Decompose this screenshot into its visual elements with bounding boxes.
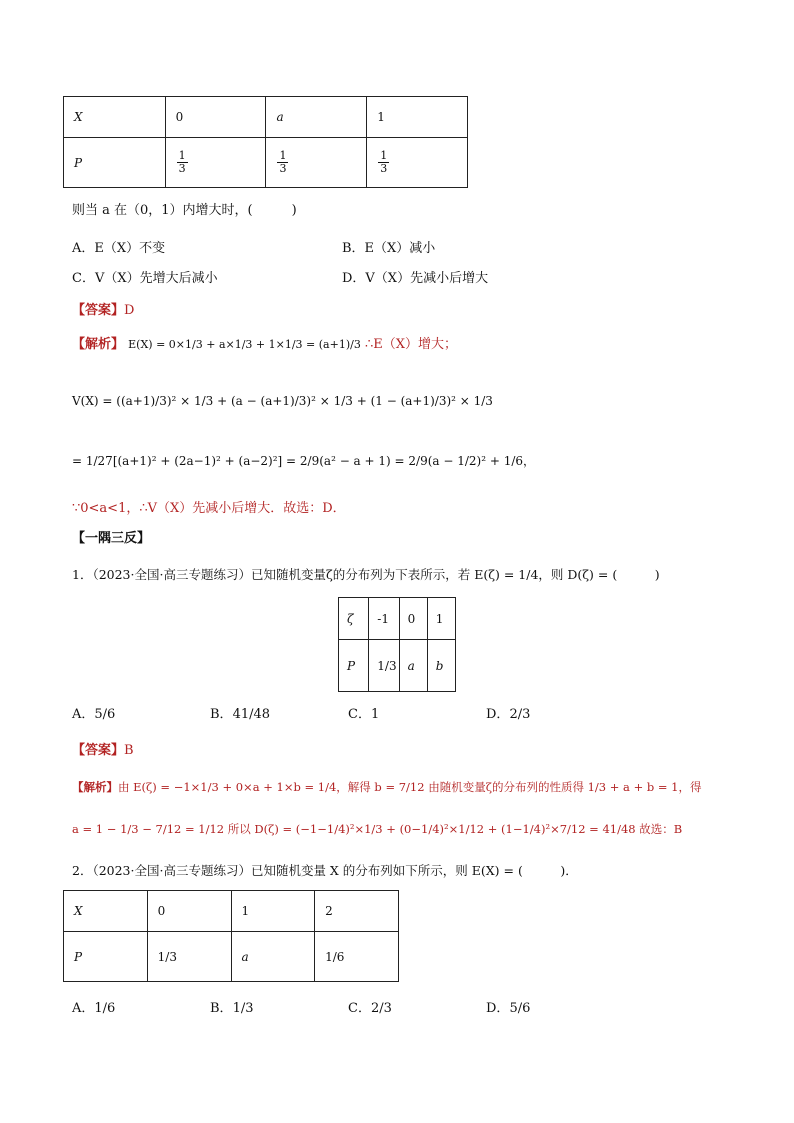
p1-option-a: A．5/6 — [72, 707, 116, 722]
table1-prob-cell: $\frac{1}{3}$ — [266, 138, 367, 188]
problem-1-stem: 1．（2023·全国·高三专题练习）已知随机变量ζ的分布列为下表所示，若 E(ζ) = 1/4，则 D(ζ) = ( ) — [72, 567, 660, 582]
table3-cell: 1 — [231, 891, 315, 932]
option-a: A．E（X）不变 — [72, 241, 166, 256]
p2-option-a: A．1/6 — [72, 1001, 116, 1016]
distribution-table-1 — [63, 96, 468, 188]
distribution-table-3 — [63, 890, 399, 982]
problem-1-analysis-1: 【解析】由 E(ζ) = −1×1/3 + 0×a + 1×b = 1/4，解得 b = 7/12 由随机变量ζ的分布列的性质得 1/3 + a + b = 1，得 — [72, 780, 702, 794]
analysis-1-conclusion: ∵0<a<1，∴V（X）先减小后增大．故选：D． — [72, 501, 346, 516]
option-c: C．V（X）先增大后减小 — [72, 271, 218, 286]
analysis-1-vx-simplified: = 1/27[(a+1)² + (2a−1)² + (a−2)²] = 2/9(a² − a + 1) = 2/9(a − 1/2)² + 1/6， — [72, 454, 536, 468]
table3-header-p: P — [64, 932, 148, 982]
problem-1-analysis-2: a = 1 − 1/3 − 7/12 = 1/12 所以 D(ζ) = (−1−1/4)²×1/3 + (0−1/4)²×1/12 + (1−1/4)²×7/12 = 41/48 故选：B — [72, 822, 683, 836]
distribution-table-2 — [338, 597, 456, 692]
problem-2-stem: 2．（2023·全国·高三专题练习）已知随机变量 X 的分布列如下所示，则 E(X) = ( )． — [72, 863, 578, 878]
option-b: B．E（X）减小 — [342, 241, 436, 256]
table2-cell: a — [399, 640, 427, 692]
table3-cell: 2 — [315, 891, 399, 932]
p1-option-d: D．2/3 — [486, 707, 531, 722]
problem-1-answer: 【答案】B — [72, 743, 134, 758]
table2-header-zeta: ζ — [339, 598, 369, 640]
table2-cell: b — [427, 640, 455, 692]
table1-prob-cell: $\frac{1}{3}$ — [165, 138, 266, 188]
table3-cell: 1/6 — [315, 932, 399, 982]
analysis-1-vx: V(X) = ((a+1)/3)² × 1/3 + (a − (a+1)/3)² × 1/3 + (1 − (a+1)/3)² × 1/3 — [72, 394, 493, 408]
table2-cell: 1 — [427, 598, 455, 640]
table3-cell: a — [231, 932, 315, 982]
table3-cell: 1/3 — [147, 932, 231, 982]
question-1-text: 则当 a 在（0，1）内增大时，( ) — [72, 203, 297, 218]
analysis-1-ex: 【解析】 E(X) = 0×1/3 + a×1/3 + 1×1/3 = (a+1)/3 ∴E（X）增大； — [72, 337, 457, 352]
option-d: D．V（X）先减小后增大 — [342, 271, 489, 286]
table3-header-x: X — [64, 891, 148, 932]
table1-prob-cell: $\frac{1}{3}$ — [367, 138, 468, 188]
answer-1: 【答案】D — [72, 303, 135, 318]
p1-option-b: B．41/48 — [210, 707, 271, 722]
table2-cell: 1/3 — [369, 640, 399, 692]
p2-option-d: D．5/6 — [486, 1001, 531, 1016]
table2-cell: 0 — [399, 598, 427, 640]
table3-cell: 0 — [147, 891, 231, 932]
p2-option-b: B．1/3 — [210, 1001, 254, 1016]
table2-cell: -1 — [369, 598, 399, 640]
section-title: 【一隅三反】 — [72, 531, 151, 546]
table1-cell-0: 0 — [165, 97, 266, 138]
p1-option-c: C．1 — [348, 707, 380, 722]
table1-cell-1: 1 — [367, 97, 468, 138]
table1-header-x: X — [64, 97, 166, 138]
table1-cell-a: a — [266, 97, 367, 138]
table2-header-p: P — [339, 640, 369, 692]
p2-option-c: C．2/3 — [348, 1001, 392, 1016]
table1-header-p: P — [64, 138, 166, 188]
